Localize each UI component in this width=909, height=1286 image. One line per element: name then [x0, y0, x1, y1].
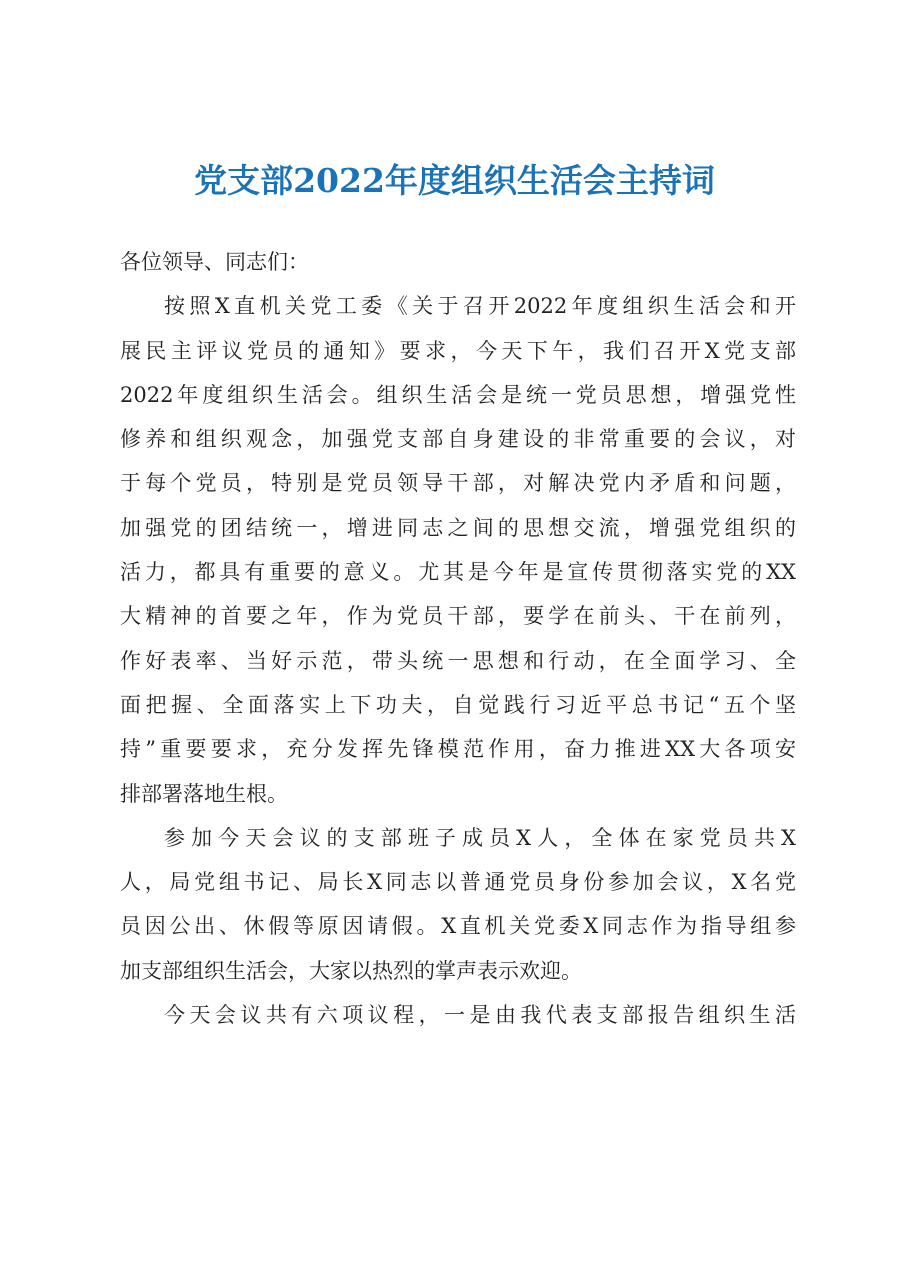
paragraph-line: 人，局党组书记、局长X同志以普通党员身份参加会议，X名党	[120, 870, 796, 895]
paragraph-line: 面把握、全面落实上下功夫，自觉践行习近平总书记“五个坚	[120, 692, 796, 717]
paragraph-line: 各位领导、同志们：	[120, 250, 309, 274]
paragraph-line: 2022年度组织生活会。组织生活会是统一党员思想，增强党性	[120, 382, 796, 407]
document-body	[120, 240, 796, 1037]
paragraph-line: 大精神的首要之年，作为党员干部，要学在前头、干在前列，	[120, 604, 796, 629]
paragraph-line: 作好表率、当好示范，带头统一思想和行动，在全面学习、全	[120, 648, 796, 673]
paragraph-line: 员因公出、休假等原因请假。X直机关党委X同志作为指导组参	[120, 914, 796, 939]
paragraph-line: 参加今天会议的支部班子成员X人，全体在家党员共X	[164, 825, 796, 850]
paragraph-line: 加支部组织生活会，大家以热烈的掌声表示欢迎。	[120, 958, 582, 983]
paragraph-line: 排部署落地生根。	[120, 781, 288, 806]
paragraph-line: 展民主评议党员的通知》要求，今天下午，我们召开X党支部	[120, 338, 796, 363]
paragraph-line: 加强党的团结统一，增进同志之间的思想交流，增强党组织的	[120, 515, 796, 540]
paragraph-line: 持”重要要求，充分发挥先锋模范作用，奋力推进XX大各项安	[120, 737, 796, 762]
paragraph-line: 按照X直机关党工委《关于召开2022年度组织生活会和开	[164, 294, 796, 319]
paragraph-line: 修养和组织观念，加强党支部自身建设的非常重要的会议，对	[120, 427, 796, 452]
document-title: 党支部2022年度组织生活会主持词	[194, 161, 715, 200]
paragraph-line: 于每个党员，特别是党员领导干部，对解决党内矛盾和问题，	[120, 471, 796, 496]
paragraph-line: 活力，都具有重要的意义。尤其是今年是宣传贯彻落实党的XX	[120, 560, 796, 585]
paragraph-line: 今天会议共有六项议程，一是由我代表支部报告组织生活	[164, 1003, 796, 1028]
